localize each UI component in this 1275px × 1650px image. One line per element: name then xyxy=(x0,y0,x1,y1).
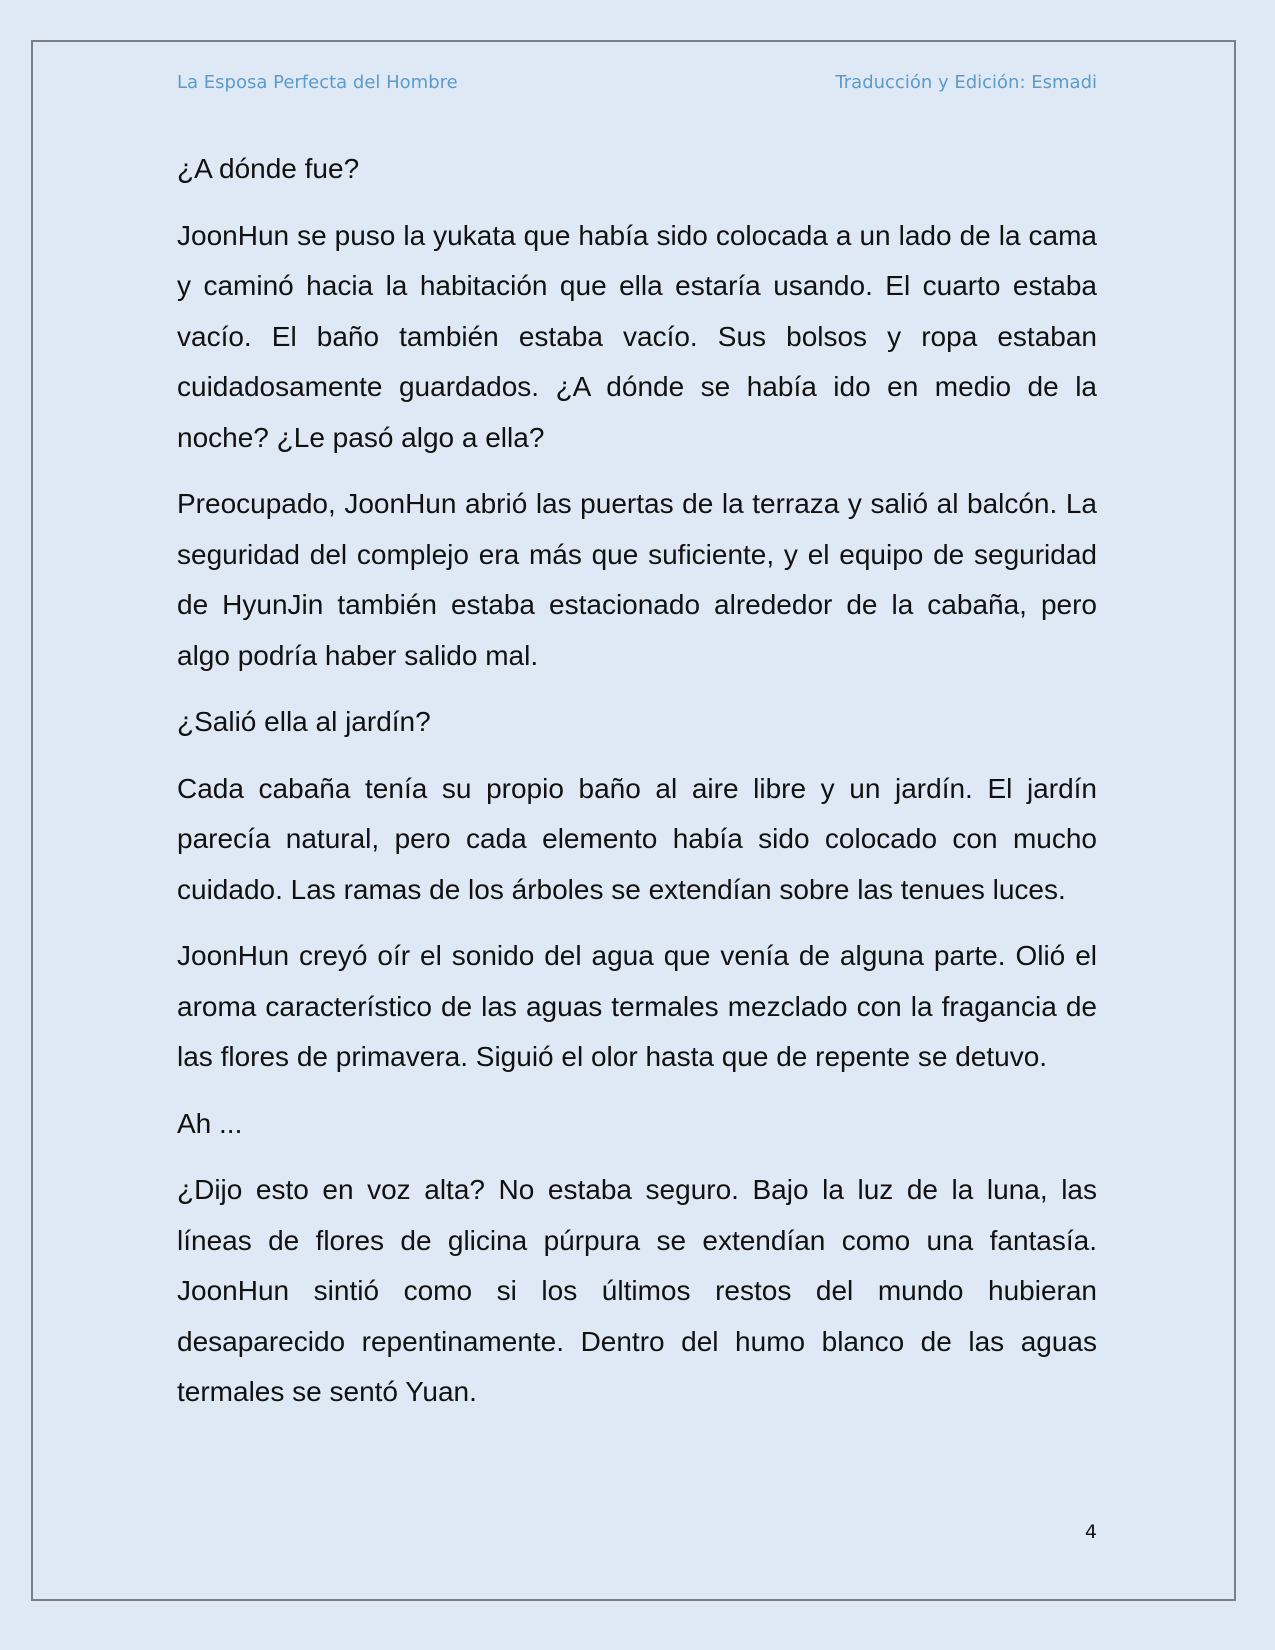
header-translator-credit: Traducción y Edición: Esmadi xyxy=(835,72,1097,93)
page-number: 4 xyxy=(1084,1521,1097,1543)
paragraph: ¿A dónde fue? xyxy=(177,153,360,184)
paragraph: ¿Salió ella al jardín? xyxy=(177,706,431,737)
paragraph: Ah ... xyxy=(177,1107,243,1139)
paragraph: ¿Dijo esto en voz alta? No estaba seguro. Bajo la luz de la luna, las líneas de flores de glicina púrpura se extendían como una fantasía. JoonHun sintió como si los últimos restos del mundo hubieran desaparecido repentinamente. Dentro del humo blanco de las aguas termales se sentó Yuan. xyxy=(177,1174,1097,1407)
paragraph: Cada cabaña tenía su propio baño al aire libre y un jardín. El jardín parecía natural, pero cada elemento había sido colocado con mucho cuidado. Las ramas de los árboles se extendían sobre las tenues luces. xyxy=(177,772,1097,905)
paragraph: JoonHun se puso la yukata que había sido colocada a un lado de la cama y caminó hacia la habitación que ella estaría usando. El cuarto estaba vacío. El baño también estaba vacío. Sus bolsos y ropa estaban cuidadosamente guardados. ¿A dónde se había ido en medio de la noche? ¿Le pasó algo a ella? xyxy=(177,219,1097,453)
body-text xyxy=(177,144,1097,1434)
paragraph: JoonHun creyó oír el sonido del agua que venía de alguna parte. Olió el aroma característico de las aguas termales mezclado con la fragancia de las flores de primavera. Siguió el olor hasta que de repente se detuvo. xyxy=(177,940,1097,1072)
paragraph: Preocupado, JoonHun abrió las puertas de la terraza y salió al balcón. La seguridad del complejo era más que suficiente, y el equipo de seguridad de HyunJin también estaba estacionado alrededor de la cabaña, pero algo podría haber salido mal. xyxy=(177,488,1097,671)
header-book-title: La Esposa Perfecta del Hombre xyxy=(177,72,458,93)
page-header xyxy=(177,72,1097,93)
